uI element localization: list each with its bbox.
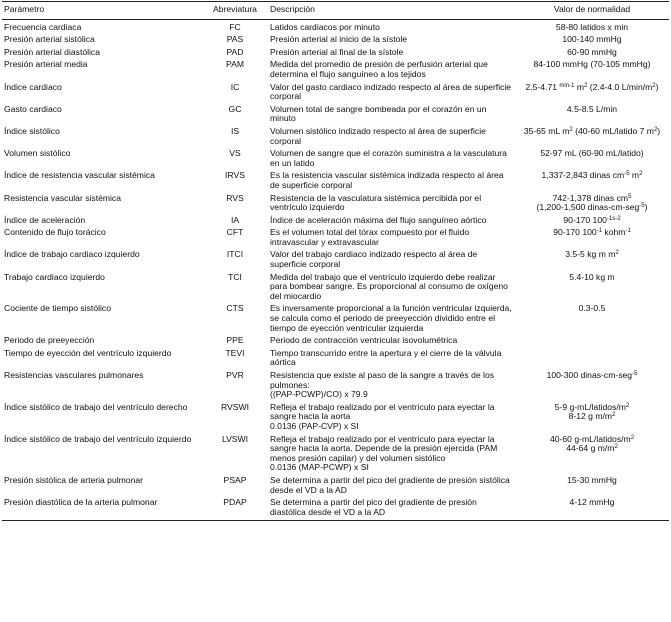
table-row: [2, 149, 669, 171]
table-row: [2, 228, 669, 250]
cell-abreviatura: RVS: [226, 192, 244, 203]
cell-abreviatura: IC: [230, 81, 240, 92]
cell-valor: 90-170 $100^{-1}$ kohm$^{-1}$: [553, 227, 631, 238]
cell-valor: 3.5-5 kg m $m^2$: [565, 249, 619, 260]
cell-descripcion: Medida del trabajo que el ventrículo izquierdo debe realizar para bombear sangre. Es proporcional al consumo de oxígeno del miocardio: [270, 271, 508, 301]
table-row: [2, 250, 669, 272]
table-row: [2, 304, 669, 336]
cell-abreviatura: GC: [228, 103, 242, 114]
parameters-table: [2, 1, 669, 521]
cell-parametro: Trabajo cardiaco izquierdo: [4, 271, 105, 282]
cell-parametro: Tiempo de eyección del ventrículo izquierdo: [4, 347, 172, 358]
table-row: [2, 498, 669, 521]
cell-abreviatura: IA: [230, 214, 240, 225]
cell-descripcion: Refleja el trabajo realizado por el ventrículo para eyectar la sangre hacia la aorta. Depende de la presión ejercida (PAM menos presión capilar) y del volumen sistólico 0.0136 (MAP-PCWP) x SI: [270, 433, 498, 473]
table-row: [2, 336, 669, 349]
table-row: [2, 435, 669, 476]
cell-valor: 100-300 dinas-cm-seg$^{-5}$: [546, 370, 638, 380]
cell-parametro: Resistencia vascular sistémica: [4, 192, 122, 203]
table-row: [2, 127, 669, 149]
cell-parametro: Cociente de tiempo sistólico: [4, 303, 111, 314]
cell-parametro: Resistencias vasculares pulmonares: [4, 370, 144, 380]
cell-abreviatura: IRVS: [225, 170, 245, 181]
cell-parametro: Presión arterial media: [4, 59, 88, 70]
cell-descripcion: Es inversamente proporcional a la función ventricular izquierda, se calcula como el periodo de preeyección dividido entre el tiempo de eyección ventricular izquierda: [270, 303, 512, 333]
cell-descripcion: Es el volumen total del tórax compuesto por el fluido intravascular y extravascular: [270, 227, 470, 247]
cell-parametro: Índice sistólico de trabajo del ventrículo derecho: [4, 401, 188, 412]
table-row: [2, 349, 669, 371]
cell-abreviatura: CFT: [226, 227, 244, 238]
cell-parametro: Presión diastólica de la arteria pulmonar: [2, 498, 202, 521]
cell-descripcion: Volumen total de sangre bombeada por el corazón en un minuto: [270, 103, 487, 124]
cell-abreviatura: PAD: [226, 46, 244, 57]
table-row: [2, 371, 669, 403]
cell-abreviatura: FC: [229, 21, 241, 32]
cell-valor: 742-1,378 dinas $cm^5$ (1,200-1,500 dinas-cm-seg$^{-5}$): [536, 192, 648, 213]
table-row: [2, 476, 669, 498]
cell-valor: 52-97 mL (60-90 mL/latido): [540, 148, 644, 159]
cell-parametro: Índice cardiaco: [4, 81, 62, 92]
table-row: [2, 105, 669, 127]
table-row: [2, 35, 669, 48]
cell-descripcion: Resistencia que existe al paso de la sangre a través de los pulmones: ((PAP-PCWP)/CO) x 79.9: [270, 370, 495, 400]
cell-parametro: Índice de trabajo cardiaco izquierdo: [4, 249, 140, 260]
cell-abreviatura: TEVI: [225, 347, 245, 358]
cell-descripcion: Valor del gasto cardiaco indizado respecto al área de superficie corporal: [270, 81, 512, 102]
cell-abreviatura: PVR: [226, 370, 244, 380]
cell-abreviatura: PDAP: [202, 498, 268, 521]
cell-abreviatura: CTS: [226, 303, 244, 314]
cell-abreviatura: PAM: [226, 59, 244, 70]
table-row: [2, 60, 669, 82]
cell-parametro: Contenido de flujo torácico: [4, 227, 106, 238]
cell-valor: 0.3-0.5: [578, 303, 606, 314]
cell-descripcion: Volumen sistólico indizado respecto al área de superficie corporal: [270, 125, 486, 146]
cell-descripcion: Volumen de sangre que el corazón suministra a la vasculatura en un latido: [270, 148, 507, 168]
table-row: [2, 171, 669, 193]
cell-parametro: Índice sistólico de trabajo del ventrículo izquierdo: [4, 433, 192, 444]
cell-abreviatura: RVSWI: [220, 401, 249, 412]
cell-descripcion: Refleja el trabajo realizado por el ventrículo para eyectar la sangre hacia la aorta 0.0136 (PAP-CVP) x SI: [270, 401, 495, 431]
cell-valor: 60-90 mmHg: [567, 46, 617, 57]
cell-descripcion: Tiempo transcurrido entre la apertura y el cierre de la válvula aórtica: [270, 347, 502, 368]
cell-abreviatura: ITCI: [226, 249, 244, 260]
table-body: [2, 19, 669, 521]
cell-parametro: Volumen sistólico: [4, 148, 71, 159]
cell-parametro: Presión arterial sistólica: [4, 34, 95, 45]
cell-abreviatura: PSAP: [223, 474, 247, 485]
cell-abreviatura: LVSWI: [221, 433, 249, 444]
cell-valor: [515, 349, 669, 371]
cell-abreviatura: PPE: [226, 335, 244, 346]
cell-abreviatura: PAS: [226, 34, 244, 45]
cell-descripcion: Se determina a partir del pico del gradiente de presión diastólica desde el VD a la AD: [268, 498, 515, 521]
cell-descripcion: Es la resistencia vascular sistémica indizada respecto al área de superficie corporal: [270, 170, 504, 190]
cell-valor: 5.4-10 kg m: [569, 271, 615, 282]
cell-valor: 90-170 $100^{-1s-2}$: [563, 214, 621, 225]
cell-descripcion: Periodo de contracción ventricular isovolumétrica: [270, 335, 458, 346]
cell-abreviatura: IS: [230, 125, 240, 136]
cell-valor: 84-100 mmHg (70-105 mmHg): [533, 59, 651, 70]
table-row: [2, 194, 669, 216]
cell-parametro: Índice de resistencia vascular sistémica: [4, 170, 155, 181]
table-row: [2, 273, 669, 305]
cell-descripcion: Medida del promedio de presión de perfusión arterial que determina el flujo sanguíneo a los tejidos: [270, 59, 488, 79]
cell-valor: 100-140 mmHg: [562, 34, 622, 45]
cell-valor: 4-12 mmHg: [515, 498, 669, 521]
cell-abreviatura: TCI: [228, 271, 242, 282]
table-header-row: [2, 2, 669, 20]
cell-valor: 5-9 $g-mL/latidos/m^2$ 8-12 g $m/m^2$: [554, 401, 630, 422]
header-abreviatura: Abreviatura: [202, 2, 268, 20]
cell-parametro: Gasto cardiaco: [4, 103, 62, 114]
cell-descripcion: Presión arterial al final de la sístole: [270, 46, 404, 57]
cell-valor: 58-80 latidos x min: [555, 21, 629, 32]
cell-descripcion: Latidos cardiacos por minuto: [270, 21, 380, 32]
cell-parametro: Índice de aceleración: [4, 214, 86, 225]
table-row: [2, 83, 669, 105]
cell-parametro: Presión arterial diastólica: [4, 46, 101, 57]
cell-valor: 4.5-8.5 L/min: [566, 103, 618, 114]
cell-abreviatura: VS: [229, 148, 241, 159]
table-row: [2, 19, 669, 35]
cell-parametro: Presión sistólica de arteria pulmonar: [4, 474, 143, 485]
cell-valor: 35-65 mL $m^2$ (40-60 mL/latido 7 $m^2$): [523, 125, 661, 136]
header-parametro: Parámetro: [2, 2, 202, 20]
cell-parametro: Frecuencia cardiaca: [4, 21, 82, 32]
table-row: [2, 403, 669, 435]
cell-descripcion: Resistencia de la vasculatura sistémica percibida por el ventrículo izquierdo: [270, 192, 482, 213]
cell-parametro: Periodo de preeyección: [4, 335, 95, 346]
header-descripcion: Descripción: [268, 2, 515, 20]
cell-descripcion: Índice de aceleración máxima del flujo sanguíneo aórtico: [270, 214, 487, 225]
cell-descripcion: Presión arterial al inicio de la sístole: [270, 34, 408, 45]
cell-valor: 1,337-2,843 dinas $cm^{-5}$ $m^2$: [541, 170, 643, 181]
cell-descripcion: Valor del trabajo cardiaco indizado respecto al área de superficie corporal: [270, 249, 478, 270]
cell-valor: [515, 336, 669, 349]
header-valor: Valor de normalidad: [515, 2, 669, 20]
cell-valor: 2.5-4.71 $^{min-1}$ $m^2$ (2.4-4.0 $L/\min/m^2$): [525, 81, 659, 92]
cell-parametro: Índice sistólico: [4, 125, 60, 136]
cell-valor: 15-30 mmHg: [567, 474, 617, 485]
cell-descripcion: Se determina a partir del pico del gradiente de presión sistólica desde el VD a la AD: [270, 474, 510, 495]
cell-valor: 40-60 $g-mL/latidos/m^2$ 44-64 g $m/m^2$: [549, 433, 635, 454]
